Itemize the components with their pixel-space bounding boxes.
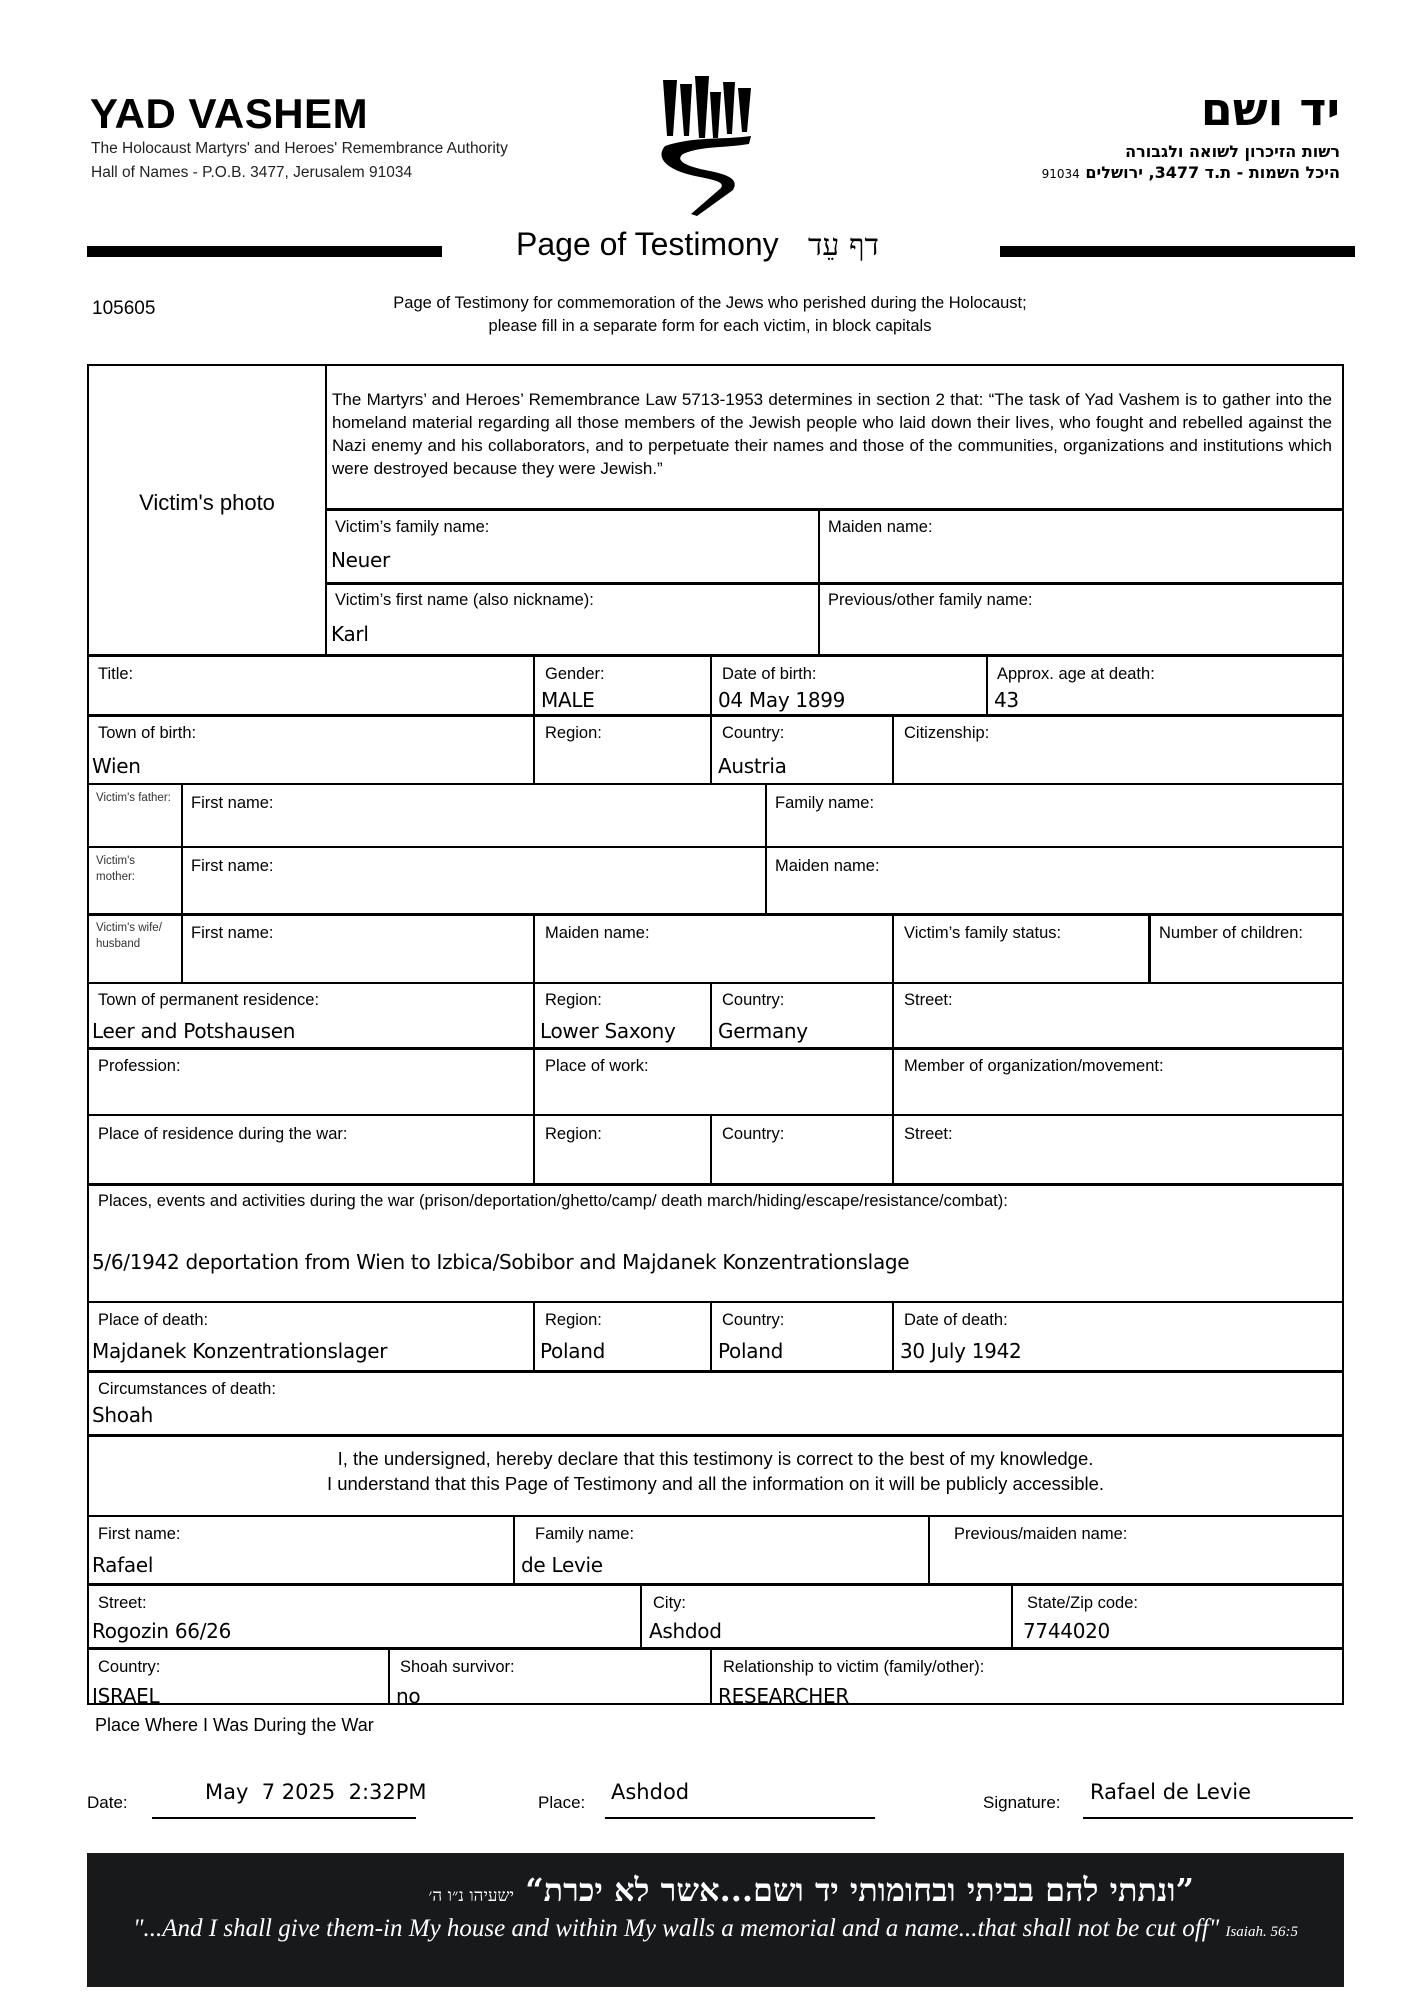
divider <box>87 846 1344 848</box>
victim-family-name-field[interactable]: Neuer <box>331 548 390 572</box>
victim-first-name-field[interactable]: Karl <box>331 622 369 646</box>
citizenship-label: Citizenship: <box>904 724 990 742</box>
divider <box>87 1183 1344 1186</box>
org-name-hebrew: יד ושם <box>1200 82 1340 136</box>
declaration-line-2: I understand that this Page of Testimony and all the information on it will be publicly accessible. <box>326 1473 1105 1494</box>
divider <box>710 1647 712 1705</box>
divider <box>87 1647 1344 1650</box>
submitter-street-field[interactable]: Rogozin 66/26 <box>92 1619 231 1643</box>
relationship-label: Relationship to victim (family/other): <box>723 1658 985 1676</box>
date-field[interactable]: May 7 2025 2:32PM <box>205 1780 427 1804</box>
divider <box>87 1301 1344 1303</box>
gender-field[interactable]: MALE <box>541 688 595 712</box>
quote-hebrew: ”ונתתי להם בביתי ובחומותי יד ושם...אשר לא יכרת“ <box>525 1871 1194 1909</box>
permanent-residence-label: Town of permanent residence: <box>98 991 320 1009</box>
submitter-city-label: City: <box>653 1594 686 1612</box>
father-side-label: Victim's father: <box>96 792 171 804</box>
submitter-zip-label: State/Zip code: <box>1027 1594 1138 1612</box>
war-events-field[interactable]: 5/6/1942 deportation from Wien to Izbica/Sobibor and Majdanek Konzentrationslage <box>92 1250 910 1274</box>
divider <box>710 654 712 784</box>
divider <box>986 654 988 714</box>
residence-country-label: Country: <box>722 991 785 1009</box>
father-family-name-label: Family name: <box>775 794 875 812</box>
age-at-death-field[interactable]: 43 <box>994 688 1019 712</box>
mother-first-name-label: First name: <box>191 857 274 875</box>
victim-photo-placeholder[interactable]: Victim's photo <box>139 490 275 515</box>
permanent-residence-field[interactable]: Leer and Potshausen <box>92 1019 296 1043</box>
residence-region-label: Region: <box>545 991 602 1009</box>
org-subtitle: The Holocaust Martyrs' and Heroes' Remembrance Authority <box>91 140 508 157</box>
mother-maiden-name-label: Maiden name: <box>775 857 880 875</box>
submitter-country-field[interactable]: ISRAEL <box>92 1684 160 1708</box>
quote-hebrew-ref: ישעיהו נ״ו ה׳ <box>428 1886 515 1906</box>
remembrance-law-text: The Martyrs’ and Heroes’ Remembrance Law 5713-1953 determines in section 2 that: “The task of Yad Vashem is to gather into the homeland material regarding all those members of the Jewish people who laid down their lives, who fought and rebelled against the Nazi enemy and his collaborators, and to perpetuate their names and those of the communities, organizations and institutions which were destroyed because they were Jewish.” <box>332 390 1332 478</box>
divider <box>87 1114 1344 1116</box>
war-residence-label: Place of residence during the war: <box>98 1125 348 1143</box>
war-country-label: Country: <box>722 1125 785 1143</box>
submitter-first-name-field[interactable]: Rafael <box>92 1553 154 1577</box>
date-of-birth-field[interactable]: 04 May 1899 <box>718 688 846 712</box>
war-street-label: Street: <box>904 1125 953 1143</box>
intro-line-1: Page of Testimony for commemoration of the Jews who perished during the Holocaust; <box>393 294 1027 312</box>
submitter-city-field[interactable]: Ashdod <box>649 1619 722 1643</box>
submitter-family-name-label: Family name: <box>535 1525 635 1543</box>
quote-hebrew-line <box>428 1871 1194 1909</box>
declaration-line-1: I, the undersigned, hereby declare that this testimony is correct to the best of my knowledge. <box>337 1448 1094 1469</box>
divider <box>87 1583 1344 1586</box>
divider <box>388 1647 390 1705</box>
victim-family-name-label: Victim’s family name: <box>335 518 490 536</box>
divider <box>818 508 820 655</box>
header-divider-left <box>87 246 442 257</box>
place-field[interactable]: Ashdod <box>611 1780 690 1804</box>
divider <box>892 1301 894 1371</box>
spouse-side-label: Victim's wife/ husband <box>96 922 162 950</box>
organization-label: Member of organization/movement: <box>904 1057 1164 1075</box>
death-region-field[interactable]: Poland <box>540 1339 605 1363</box>
divider <box>325 508 1344 511</box>
war-place-link[interactable]: Place Where I Was During the War <box>95 1715 374 1735</box>
residence-street-label: Street: <box>904 991 953 1009</box>
divider <box>87 654 1344 657</box>
quote-english-ref: Isaiah. 56:5 <box>1225 1924 1298 1940</box>
place-of-death-label: Place of death: <box>98 1311 209 1329</box>
spouse-maiden-name-label: Maiden name: <box>545 924 650 942</box>
date-label: Date: <box>87 1793 128 1812</box>
date-underline <box>152 1817 416 1819</box>
declaration-text <box>87 1446 1344 1496</box>
divider <box>928 1515 930 1584</box>
shoah-survivor-label: Shoah survivor: <box>400 1658 515 1676</box>
org-name: YAD VASHEM <box>90 90 369 137</box>
isaiah-quote-banner <box>87 1853 1344 1987</box>
divider <box>87 913 1344 916</box>
age-at-death-label: Approx. age at death: <box>997 665 1155 683</box>
divider <box>533 654 535 784</box>
org-address-hebrew-text: היכל השמות - ת.ד 3477, ירושלים <box>1085 163 1340 182</box>
divider <box>87 714 1344 717</box>
town-of-birth-field[interactable]: Wien <box>92 754 141 778</box>
divider <box>513 1515 515 1584</box>
divider <box>1011 1583 1013 1648</box>
number-of-children-label: Number of children: <box>1159 924 1303 942</box>
war-events-label: Places, events and activities during the war (prison/deportation/ghetto/camp/ death march/hiding/escape/resistance/combat): <box>98 1192 1008 1210</box>
town-of-birth-label: Town of birth: <box>98 724 197 742</box>
divider <box>1148 913 1151 983</box>
place-of-death-field[interactable]: Majdanek Konzentrationslager <box>92 1339 388 1363</box>
header-divider-right <box>1000 246 1355 257</box>
birth-region-label: Region: <box>545 724 602 742</box>
death-region-label: Region: <box>545 1311 602 1329</box>
divider <box>87 1370 1344 1373</box>
divider <box>87 1434 1344 1437</box>
date-of-death-field[interactable]: 30 July 1942 <box>900 1339 1022 1363</box>
divider <box>87 783 1344 785</box>
victim-first-name-label: Victim’s first name (also nickname): <box>335 591 594 609</box>
divider <box>533 1301 535 1371</box>
yad-vashem-menorah-logo-icon <box>655 74 765 224</box>
divider <box>892 714 894 784</box>
shoah-survivor-field[interactable]: no <box>396 1684 421 1708</box>
birth-country-label: Country: <box>722 724 785 742</box>
divider <box>710 1114 712 1184</box>
submitter-zip-field[interactable]: 7744020 <box>1023 1619 1110 1643</box>
form-title: Page of Testimony <box>516 226 779 262</box>
mother-side-label: Victim's mother: <box>96 855 136 883</box>
org-address: Hall of Names - P.O.B. 3477, Jerusalem 91034 <box>91 164 413 181</box>
gender-label: Gender: <box>545 665 605 683</box>
war-region-label: Region: <box>545 1125 602 1143</box>
father-first-name-label: First name: <box>191 794 274 812</box>
intro-text <box>300 292 1120 338</box>
divider <box>87 982 1344 984</box>
residence-region-field[interactable]: Lower Saxony <box>540 1019 676 1043</box>
form-title-hebrew: דף עֵד <box>808 228 879 263</box>
org-address-hebrew <box>1042 163 1340 182</box>
divider <box>765 783 767 915</box>
submitter-country-label: Country: <box>98 1658 161 1676</box>
place-underline <box>605 1817 875 1819</box>
submitter-first-name-label: First name: <box>98 1525 181 1543</box>
death-country-field[interactable]: Poland <box>718 1339 783 1363</box>
divider <box>87 1047 1344 1050</box>
title-label: Title: <box>98 665 134 683</box>
intro-line-2: please fill in a separate form for each victim, in block capitals <box>488 317 932 335</box>
family-status-label: Victim’s family status: <box>904 924 1062 942</box>
divider <box>710 982 712 1048</box>
submitter-family-name-field[interactable]: de Levie <box>521 1553 603 1577</box>
previous-family-name-label: Previous/other family name: <box>828 591 1033 609</box>
circumstances-field[interactable]: Shoah <box>92 1403 154 1427</box>
divider <box>87 1515 1344 1517</box>
divider <box>640 1583 642 1648</box>
submitter-street-label: Street: <box>98 1594 147 1612</box>
profession-label: Profession: <box>98 1057 181 1075</box>
divider <box>710 1301 712 1371</box>
death-country-label: Country: <box>722 1311 785 1329</box>
birth-country-field[interactable]: Austria <box>718 754 787 778</box>
place-label: Place: <box>538 1793 586 1812</box>
document-number: 105605 <box>92 298 156 319</box>
place-of-work-label: Place of work: <box>545 1057 649 1075</box>
signature-underline <box>1083 1817 1353 1819</box>
date-of-death-label: Date of death: <box>904 1311 1008 1329</box>
org-zip-hebrew: 91034 <box>1041 167 1080 181</box>
relationship-field[interactable]: RESEARCHER <box>718 1684 849 1708</box>
divider <box>181 783 183 983</box>
circumstances-label: Circumstances of death: <box>98 1380 276 1398</box>
org-subtitle-hebrew: רשות הזיכרון לשואה ולגבורה <box>1125 142 1340 161</box>
divider <box>325 582 1344 585</box>
residence-country-field[interactable]: Germany <box>718 1019 808 1043</box>
spouse-first-name-label: First name: <box>191 924 274 942</box>
signature-label: Signature: <box>983 1793 1061 1812</box>
signature-field[interactable]: Rafael de Levie <box>1090 1780 1252 1804</box>
maiden-name-label: Maiden name: <box>828 518 933 536</box>
quote-english-line <box>107 1915 1324 1943</box>
submitter-previous-name-label: Previous/maiden name: <box>954 1525 1128 1543</box>
quote-english: "...And I shall give them-in My house and within My walls a memorial and a name...that shall not be cut off" <box>133 1915 1220 1942</box>
date-of-birth-label: Date of birth: <box>722 665 817 683</box>
